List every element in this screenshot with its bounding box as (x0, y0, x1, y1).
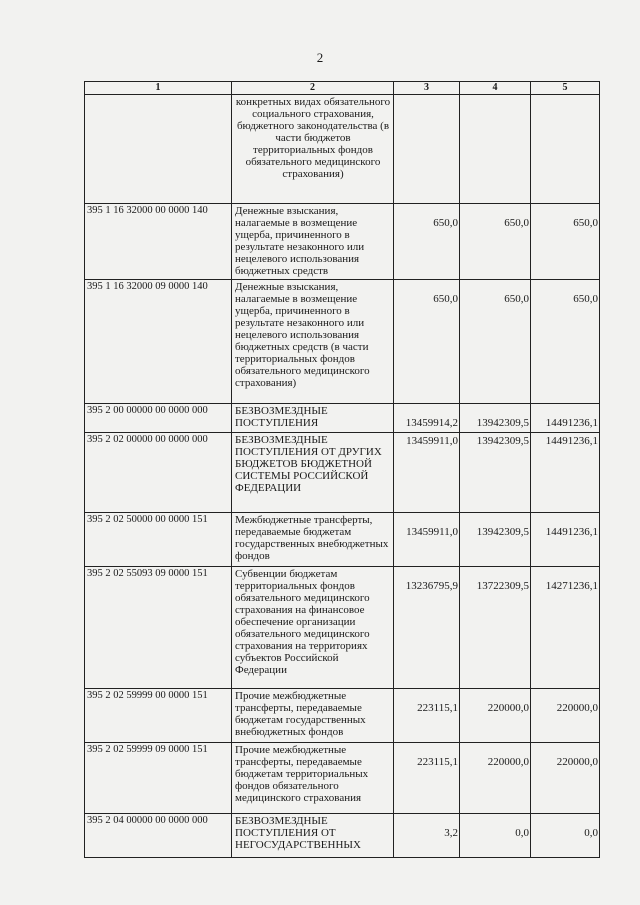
row-name: БЕЗВОЗМЕЗДНЫЕ ПОСТУПЛЕНИЯ (232, 404, 394, 433)
table-row (85, 204, 600, 280)
row-value-5: 14491236,1 (531, 404, 600, 433)
row-value-3: 223115,1 (394, 743, 460, 814)
row-value-5: 14491236,1 (531, 433, 600, 513)
row-code: 395 2 02 55093 09 0000 151 (85, 567, 232, 689)
row-name: Субвенции бюджетам территориальных фондов обязательного медицинского страхования на финансовое обеспечение организации обязательного медицинского страхования на территориях субъектов Российской Федерации (232, 567, 394, 689)
row-value-4: 13722309,5 (460, 567, 531, 689)
row-value-5 (531, 95, 600, 204)
row-value-5: 220000,0 (531, 743, 600, 814)
row-value-4: 220000,0 (460, 689, 531, 743)
table-row (85, 743, 600, 814)
row-value-4: 650,0 (460, 204, 531, 280)
row-name: БЕЗВОЗМЕЗДНЫЕ ПОСТУПЛЕНИЯ ОТ НЕГОСУДАРСТВЕННЫХ (232, 814, 394, 858)
row-value-3: 223115,1 (394, 689, 460, 743)
row-value-3: 13459911,0 (394, 513, 460, 567)
table-row (85, 404, 600, 433)
row-value-3: 650,0 (394, 204, 460, 280)
row-value-5: 650,0 (531, 280, 600, 404)
table-row (85, 433, 600, 513)
row-name: конкретных видах обязательного социального страхования, бюджетного законодательства (в части бюджетов территориальных фондов обязательного медицинского страхования) (232, 95, 394, 204)
row-value-5: 650,0 (531, 204, 600, 280)
row-code: 395 2 02 00000 00 0000 000 (85, 433, 232, 513)
table-row (85, 567, 600, 689)
row-value-4: 13942309,5 (460, 404, 531, 433)
column-header: 4 (460, 82, 531, 95)
table-row (85, 689, 600, 743)
row-code (85, 95, 232, 204)
row-name: Денежные взыскания, налагаемые в возмещение ущерба, причиненного в результате незаконного или нецелевого использования бюджетных средств (в части территориальных фондов обязательного медицинского страхования) (232, 280, 394, 404)
row-value-4 (460, 95, 531, 204)
column-header: 2 (232, 82, 394, 95)
row-value-5: 220000,0 (531, 689, 600, 743)
column-header: 1 (85, 82, 232, 95)
row-value-3: 13459911,0 (394, 433, 460, 513)
row-name: Прочие межбюджетные трансферты, передаваемые бюджетам территориальных фондов обязательного медицинского страхования (232, 743, 394, 814)
column-header: 5 (531, 82, 600, 95)
revenue-table (84, 81, 600, 858)
table-row (85, 280, 600, 404)
row-value-3: 650,0 (394, 280, 460, 404)
row-name: БЕЗВОЗМЕЗДНЫЕ ПОСТУПЛЕНИЯ ОТ ДРУГИХ БЮДЖЕТОВ БЮДЖЕТНОЙ СИСТЕМЫ РОССИЙСКОЙ ФЕДЕРАЦИИ (232, 433, 394, 513)
row-value-3: 3,2 (394, 814, 460, 858)
row-value-4: 13942309,5 (460, 513, 531, 567)
row-name: Прочие межбюджетные трансферты, передаваемые бюджетам государственных внебюджетных фондов (232, 689, 394, 743)
row-value-5: 14491236,1 (531, 513, 600, 567)
row-value-3 (394, 95, 460, 204)
column-header: 3 (394, 82, 460, 95)
row-code: 395 2 02 50000 00 0000 151 (85, 513, 232, 567)
row-code: 395 2 02 59999 09 0000 151 (85, 743, 232, 814)
table-header-row (85, 82, 600, 95)
row-value-4: 0,0 (460, 814, 531, 858)
row-code: 395 1 16 32000 09 0000 140 (85, 280, 232, 404)
page-number: 2 (316, 50, 324, 65)
row-code: 395 2 02 59999 00 0000 151 (85, 689, 232, 743)
row-code: 395 2 00 00000 00 0000 000 (85, 404, 232, 433)
row-name: Межбюджетные трансферты, передаваемые бюджетам государственных внебюджетных фондов (232, 513, 394, 567)
row-code: 395 1 16 32000 00 0000 140 (85, 204, 232, 280)
table-row (85, 513, 600, 567)
row-value-4: 650,0 (460, 280, 531, 404)
row-value-3: 13459914,2 (394, 404, 460, 433)
row-value-5: 14271236,1 (531, 567, 600, 689)
row-code: 395 2 04 00000 00 0000 000 (85, 814, 232, 858)
row-name: Денежные взыскания, налагаемые в возмещение ущерба, причиненного в результате незаконного или нецелевого использования бюджетных средств (232, 204, 394, 280)
row-value-3: 13236795,9 (394, 567, 460, 689)
table-row (85, 814, 600, 858)
row-value-4: 13942309,5 (460, 433, 531, 513)
table-row (85, 95, 600, 204)
row-value-5: 0,0 (531, 814, 600, 858)
row-value-4: 220000,0 (460, 743, 531, 814)
